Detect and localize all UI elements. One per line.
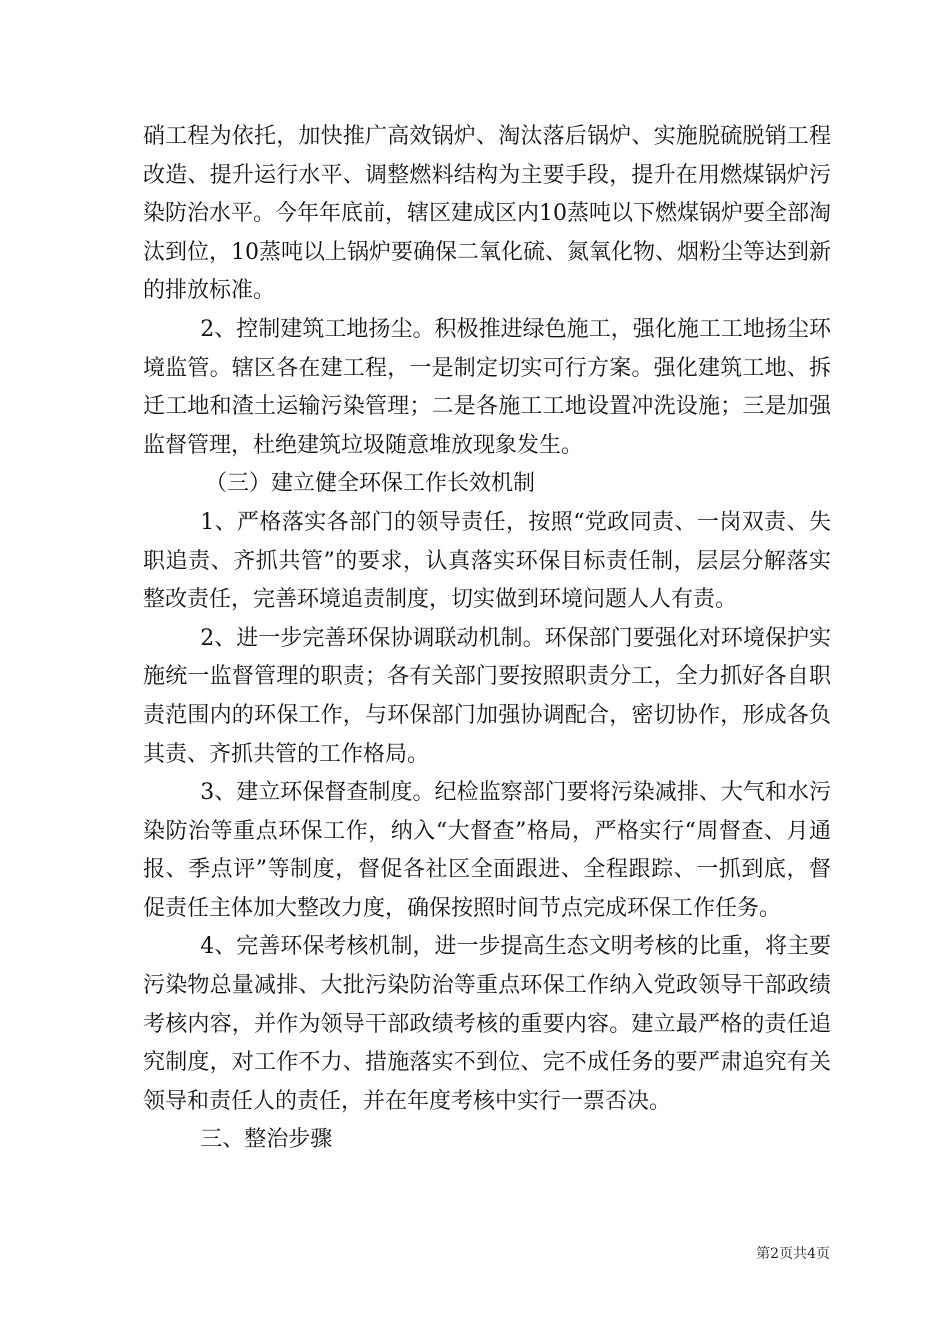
- paragraph-coordination-mechanism: 2、进一步完善环保协调联动机制。环保部门要强化对环境保护实施统一监督管理的职责；各有关部门要按照职责分工，全力抓好各自职责范围内的环保工作，与环保部门加强协调配合，密切协作，形成各负其责、齐抓共管的工作格局。: [143, 625, 831, 767]
- paragraph-supervision-system: 3、建立环保督查制度。纪检监察部门要将污染减排、大气和水污染防治等重点环保工作，纳入“大督查”格局，严格实行“周督查、月通报、季点评”等制度，督促各社区全面跟进、全程跟踪、一抓到底，督促责任主体加大整改力度，确保按照时间节点完成环保工作任务。: [143, 780, 831, 921]
- section-heading-long-term-mechanism: （三）建立健全环保工作长效机制: [205, 471, 536, 497]
- paragraph-leadership-responsibility: 1、严格落实各部门的领导责任，按照“党政同责、一岗双责、失职追责、齐抓共管”的要求，认真落实环保目标责任制，层层分解落实整改责任，完善环境追责制度，切实做到环境问题人人有责。: [143, 509, 831, 613]
- paragraph-construction-dust: 2、控制建筑工地扬尘。积极推进绿色施工，强化施工工地扬尘环境监管。辖区各在建工程，一是制定切实可行方案。强化建筑工地、拆迁工地和渣土运输污染管理；二是各施工工地设置冲洗设施；三是加强监督管理，杜绝建筑垃圾随意堆放现象发生。: [143, 316, 831, 458]
- section-heading-rectification-steps: 三、整治步骤: [200, 1127, 333, 1153]
- paragraph-assessment-mechanism: 4、完善环保考核机制，进一步提高生态文明考核的比重，将主要污染物总量减排、大批污染防治等重点环保工作纳入党政领导干部政绩考核内容，并作为领导干部政绩考核的重要内容。建立最严格的责任追究制度，对工作不力、措施落实不到位、完不成任务的要严肃追究有关领导和责任人的责任，并在年度考核中实行一票否决。: [143, 934, 831, 1114]
- document-body: [143, 118, 831, 1160]
- page-number: 第2页共4页: [756, 1246, 830, 1262]
- paragraph-continuation: 硝工程为依托，加快推广高效锅炉、淘汰落后锅炉、实施脱硫脱销工程改造、提升运行水平、调整燃料结构为主要手段，提升在用燃煤锅炉污染防治水平。今年年底前，辖区建成区内10蒸吨以下燃煤锅炉要全部淘汰到位，10蒸吨以上锅炉要确保二氧化硫、氮氧化物、烟粉尘等达到新的排放标准。: [143, 124, 831, 304]
